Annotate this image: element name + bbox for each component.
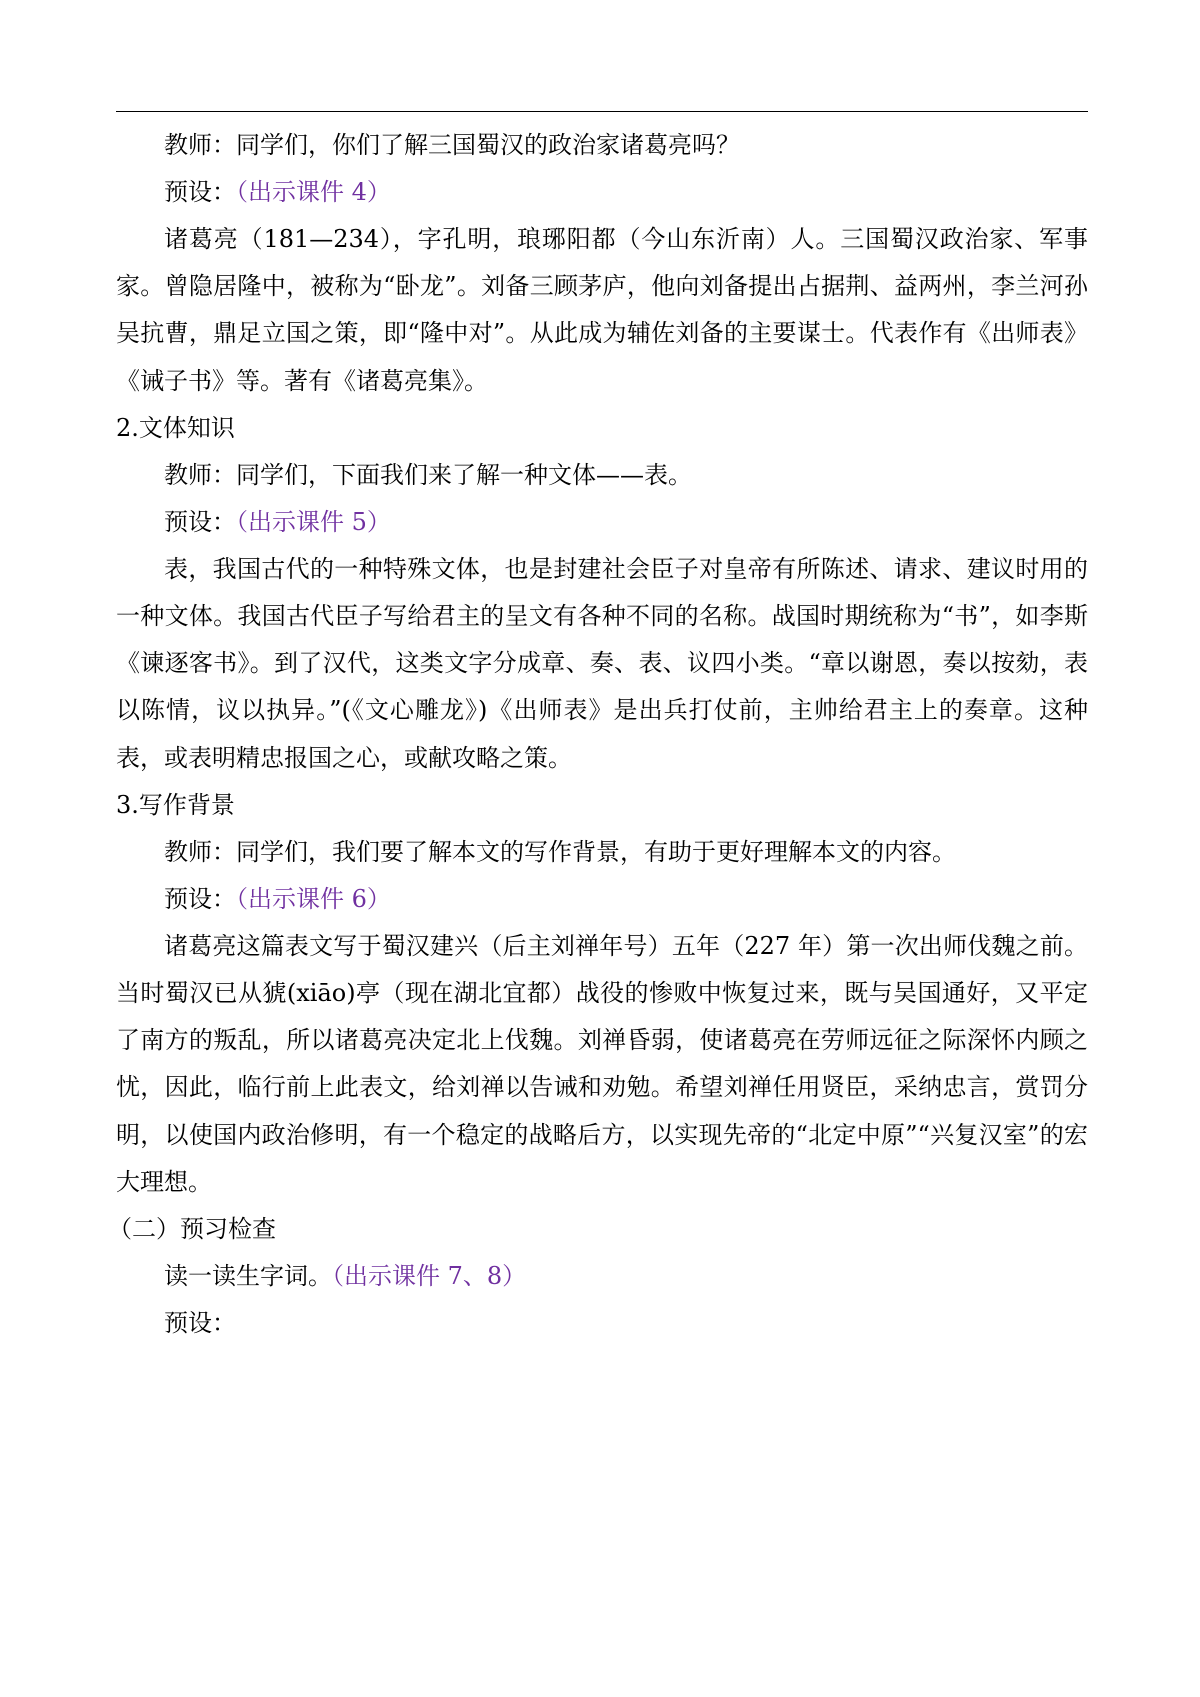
slide-reference: （出示课件 4） [236, 178, 391, 206]
preset-label: 预设： [164, 884, 236, 913]
header-rule [116, 111, 1088, 112]
teacher-question-3: 教师：同学们，我们要了解本文的写作背景，有助于更好理解本文的内容。 [164, 837, 956, 866]
section-heading-genre: 2.文体知识 [116, 413, 235, 442]
slide-reference: （出示课件 5） [236, 507, 391, 536]
preset-line-4: 预设： [164, 1309, 236, 1338]
section-heading-preview-check: （二）预习检查 [108, 1215, 276, 1244]
read-words-line [116, 1253, 1088, 1300]
slide-reference: （出示课件 6） [236, 884, 391, 913]
zhuge-liang-intro-paragraph: 诸葛亮（181—234），字孔明，琅琊阳都（今山东沂南）人。三国蜀汉政治家、军事家。曾隐居隆中，被称为“卧龙”。刘备三顾茅庐，他向刘备提出占据荆、益两州，李兰河孙吴抗曹，鼎足立国之策，即“隆中对”。从此成为辅佐刘备的主要谋士。代表作有《出师表》《诫子书》等。著有《诸葛亮集》。 [116, 225, 1088, 395]
read-words-text: 读一读生字词。 [164, 1262, 332, 1291]
section-heading-background: 3.写作背景 [116, 790, 235, 819]
document-body [108, 122, 1088, 1347]
teacher-question-1: 教师：同学们，你们了解三国蜀汉的政治家诸葛亮吗？ [164, 131, 740, 159]
genre-paragraph: 表，我国古代的一种特殊文体，也是封建社会臣子对皇帝有所陈述、请求、建议时用的一种文体。我国古代臣子写给君主的呈文有各种不同的名称。战国时期统称为“书”，如李斯《谏逐客书》。到了汉代，这类文字分成章、奏、表、议四小类。“章以谢恩，奏以按劾，表以陈情，议以执异。”(《文心雕龙》)《出师表》是出兵打仗前，主帅给君主上的奏章。这种表，或表明精忠报国之心，或献攻略之策。 [116, 554, 1088, 772]
slide-reference: （出示课件 7、8） [332, 1262, 527, 1291]
preset-line-3 [116, 876, 1088, 923]
background-paragraph: 诸葛亮这篇表文写于蜀汉建兴（后主刘禅年号）五年（227 年）第一次出师伐魏之前。当时蜀汉已从猇(xiāo)亭（现在湖北宜都）战役的惨败中恢复过来，既与吴国通好，又平定了南方的叛乱，所以诸葛亮决定北上伐魏。刘禅昏弱，使诸葛亮在劳师远征之际深怀内顾之忧，因此，临行前上此表文，给刘禅以告诫和劝勉。希望刘禅任用贤臣，采纳忠言，赏罚分明，以使国内政治修明，有一个稳定的战略后方，以实现先帝的“北定中原”“兴复汉室”的宏大理想。 [116, 931, 1088, 1196]
preset-label: 预设： [164, 507, 236, 536]
preset-label: 预设： [164, 178, 236, 206]
preset-line-2 [116, 499, 1088, 546]
teacher-question-2: 教师：同学们，下面我们来了解一种文体——表。 [164, 460, 692, 489]
preset-line-1 [116, 169, 1088, 216]
